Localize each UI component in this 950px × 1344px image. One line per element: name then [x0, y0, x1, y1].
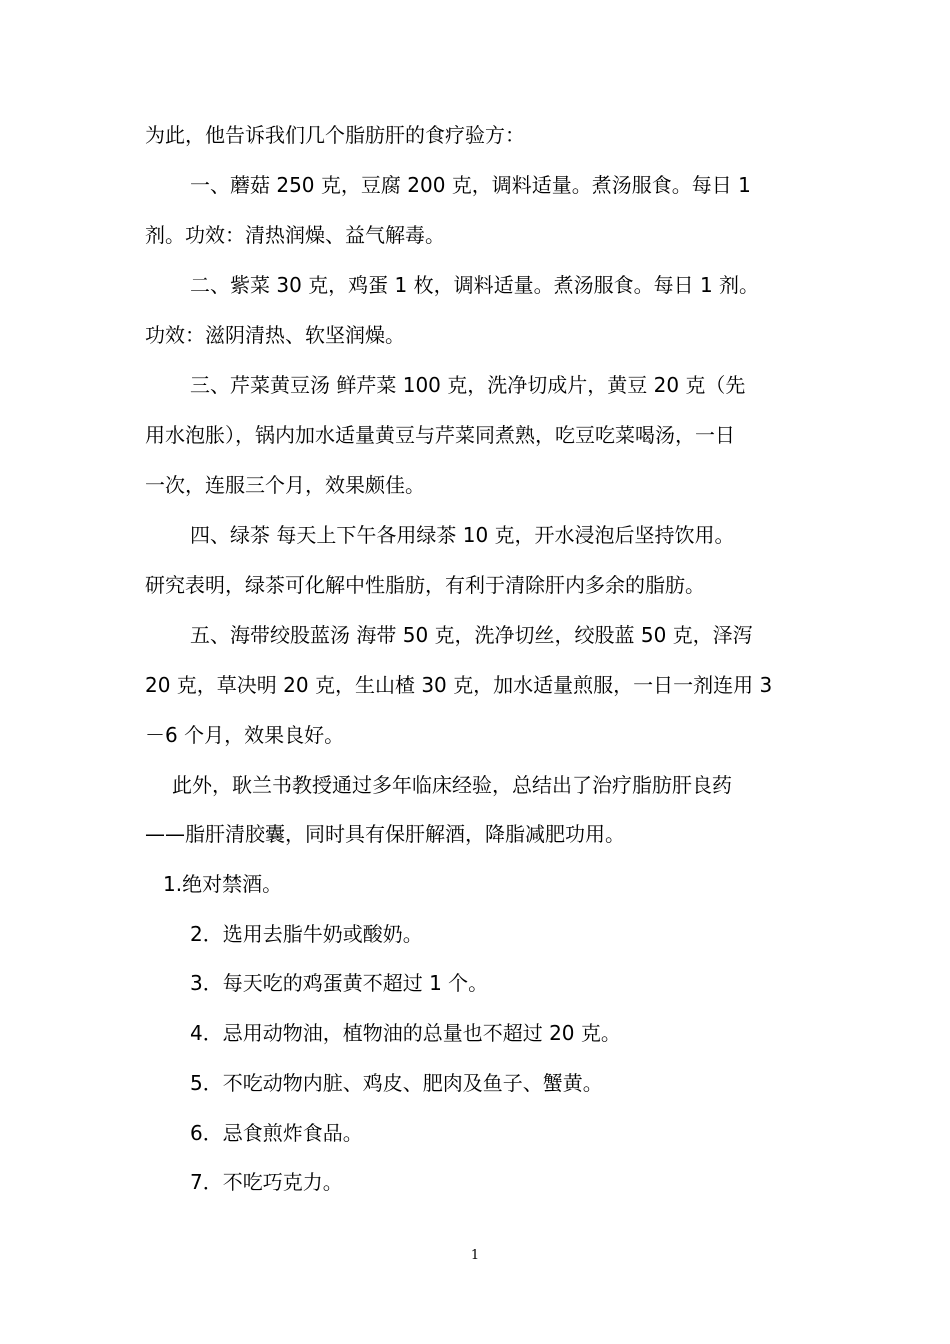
tip-item: 5．不吃动物内脏、鸡皮、肥肉及鱼子、蟹黄。	[190, 1071, 603, 1095]
remedy-3-line-2: 用水泡胀），锅内加水适量黄豆与芹菜同煮熟，吃豆吃菜喝汤，一日	[145, 423, 735, 447]
tip-item: 3．每天吃的鸡蛋黄不超过 1 个。	[190, 971, 489, 995]
addendum-line-1: 此外，耿兰书教授通过多年临床经验，总结出了治疗脂肪肝良药	[172, 773, 732, 797]
tip-item: 2．选用去脂牛奶或酸奶。	[190, 922, 423, 946]
remedy-5-line-1: 五、海带绞股蓝汤 海带 50 克，洗净切丝，绞股蓝 50 克，泽泻	[190, 623, 753, 647]
page-number: 1	[470, 1248, 480, 1263]
remedy-5-line-3: －6 个月，效果良好。	[145, 723, 345, 747]
remedy-2-line-2: 功效：滋阴清热、软坚润燥。	[145, 323, 405, 347]
remedy-2-line-1: 二、紫菜 30 克，鸡蛋 1 枚，调料适量。煮汤服食。每日 1 剂。	[190, 273, 760, 297]
tip-item: 1.绝对禁酒。	[163, 872, 283, 896]
remedy-1-line-2: 剂。功效：清热润燥、益气解毒。	[145, 223, 445, 247]
remedy-3-line-3: 一次，连服三个月，效果颇佳。	[145, 473, 425, 497]
remedy-5-line-2: 20 克，草决明 20 克，生山楂 30 克，加水适量煎服，一日一剂连用 3	[145, 673, 773, 697]
intro-paragraph: 为此，他告诉我们几个脂肪肝的食疗验方：	[145, 123, 525, 147]
addendum-line-2: ——脂肝清胶囊，同时具有保肝解酒，降脂减肥功用。	[145, 822, 625, 846]
remedy-1-line-1: 一、蘑菇 250 克，豆腐 200 克，调料适量。煮汤服食。每日 1	[190, 173, 751, 197]
tip-item: 6．忌食煎炸食品。	[190, 1121, 363, 1145]
tip-item: 7．不吃巧克力。	[190, 1170, 343, 1194]
remedy-4-line-2: 研究表明，绿茶可化解中性脂肪，有利于清除肝内多余的脂肪。	[145, 573, 705, 597]
remedy-4-line-1: 四、绿茶 每天上下午各用绿茶 10 克，开水浸泡后坚持饮用。	[190, 523, 735, 547]
remedy-3-line-1: 三、芹菜黄豆汤 鲜芹菜 100 克，洗净切成片，黄豆 20 克（先	[190, 373, 746, 397]
tip-item: 4．忌用动物油，植物油的总量也不超过 20 克。	[190, 1021, 621, 1045]
